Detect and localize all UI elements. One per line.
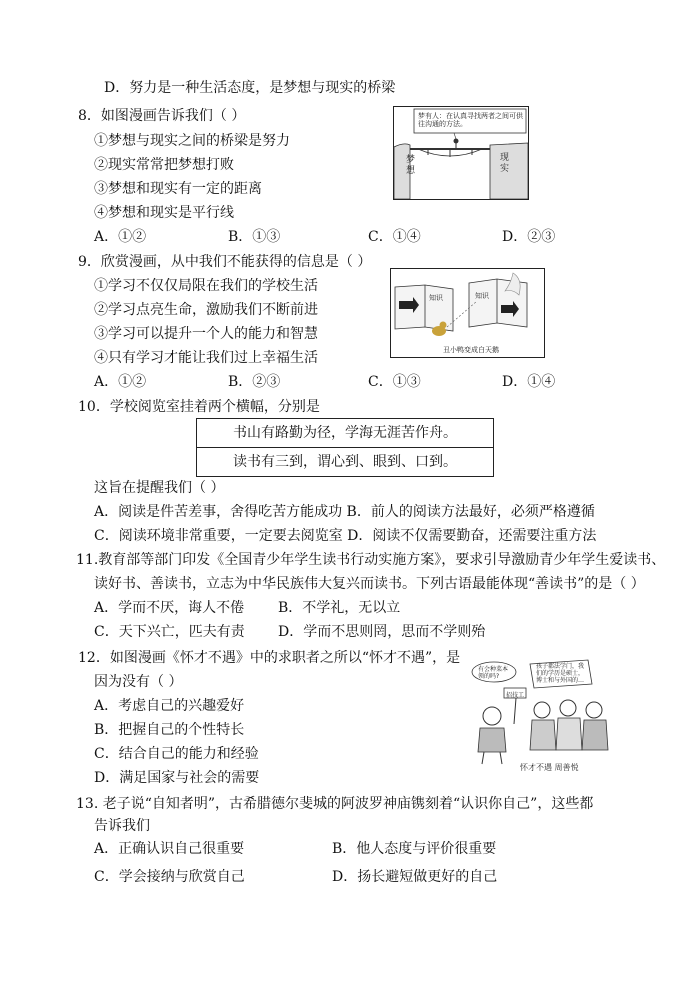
q11-option-c: C．天下兴亡，匹夫有责 xyxy=(94,624,245,640)
q8-option-b: B．①③ xyxy=(228,229,281,245)
q13-option-d: D．扬长避短做更好的自己 xyxy=(332,869,498,885)
q11-stem-line-2: 读好书、善读书，立志为中华民族伟大复兴而读书。下列古语最能体现“善读书”的是（ ） xyxy=(94,576,645,592)
q9-item-1: ①学习不仅仅局限在我们的学校生活 xyxy=(94,278,318,294)
q10-options-line-2: C．阅读环境非常重要，一定要去阅览室 D．阅读不仅需要勤奋，还需要注重方法 xyxy=(94,528,597,544)
q10-banner-1: 书山有路勤为径，学海无涯苦作舟。 xyxy=(233,425,457,441)
q12-stem-line-1: 12．如图漫画《怀才不遇》中的求职者之所以“怀才不遇”，是 xyxy=(78,650,461,666)
q10-banner-2: 读书有三到，谓心到、眼到、口到。 xyxy=(197,447,493,476)
q9-item-2: ②学习点亮生命，激励我们不断前进 xyxy=(94,302,318,318)
q12-option-a: A．考虑自己的兴趣爱好 xyxy=(94,698,245,714)
q12-bubble-left: 有会种菜本领的吗? xyxy=(478,666,509,680)
q9-option-c: C．①③ xyxy=(368,374,421,390)
books-illustration xyxy=(391,269,544,357)
q13-stem-line-2: 告诉我们 xyxy=(94,818,150,834)
q8-option-d: D．②③ xyxy=(502,229,556,245)
q8-item-2: ②现实常常把梦想打败 xyxy=(94,157,234,173)
q9-figure-caption: 丑小鸭变成白天鹅 xyxy=(443,346,499,354)
q12-stem-line-2: 因为没有（ ） xyxy=(94,674,183,690)
q7-option-d: D．努力是一种生活态度，是梦想与现实的桥梁 xyxy=(104,80,396,96)
q12-option-b: B．把握自己的个性特长 xyxy=(94,722,245,738)
q9-book2-label: 知识 xyxy=(475,292,489,300)
q9-option-d: D．①④ xyxy=(502,374,556,390)
q10-banners xyxy=(196,418,494,477)
q8-item-4: ④梦想和现实是平行线 xyxy=(94,205,234,221)
q8-option-c: C．①④ xyxy=(368,229,421,245)
q10-stem: 10．学校阅览室挂着两个横幅，分别是 xyxy=(78,399,320,415)
q12-job-cartoon xyxy=(470,658,626,776)
q13-option-b: B．他人态度与评价很重要 xyxy=(332,841,497,857)
q8-item-1: ①梦想与现实之间的桥梁是努力 xyxy=(94,133,290,149)
q8-option-a: A．①② xyxy=(94,229,147,245)
q8-figure-caption: 梦有人：在认真寻找两者之间可供往沟通的方法。 xyxy=(418,112,523,128)
q9-option-b: B．②③ xyxy=(228,374,281,390)
q11-option-a: A．学而不厌，诲人不倦 xyxy=(94,600,245,616)
q8-item-3: ③梦想和现实有一定的距离 xyxy=(94,181,262,197)
q8-figure-left-label: 梦想 xyxy=(406,155,416,176)
q10-prompt: 这旨在提醒我们（ ） xyxy=(94,480,225,496)
q8-stem: 8．如图漫画告诉我们（ ） xyxy=(78,108,246,124)
q12-sign: 招技工 xyxy=(506,692,525,699)
q11-option-b: B．不学礼，无以立 xyxy=(278,600,401,616)
q10-options-line-1: A．阅读是件苦差事，舍得吃苦方能成功 B．前人的阅读方法最好，必须严格遵循 xyxy=(94,504,595,520)
q13-option-a: A．正确认识自己很重要 xyxy=(94,841,245,857)
q9-book1-label: 知识 xyxy=(429,294,443,302)
q11-stem-line-1: 11.教育部等部门印发《全国青少年学生读书行动实施方案》，要求引导激励青少年学生爱读书、 xyxy=(76,552,666,568)
q13-option-c: C．学会接纳与欣赏自己 xyxy=(94,869,245,885)
q8-figure-right-label: 现实 xyxy=(500,153,510,174)
q9-item-3: ③学习可以提升一个人的能力和智慧 xyxy=(94,326,318,342)
q8-bridge-cartoon xyxy=(393,106,529,200)
q9-stem: 9．欣赏漫画，从中我们不能获得的信息是（ ） xyxy=(78,254,372,270)
q12-bubble-right: 孩子都法学门，我们的学历是硕士，博士和与外国的… xyxy=(536,663,585,684)
q12-option-c: C．结合自己的能力和经验 xyxy=(94,746,259,762)
q12-figure-caption: 怀才不遇 周善悦 xyxy=(520,763,579,772)
q9-item-4: ④只有学习才能让我们过上幸福生活 xyxy=(94,350,318,366)
q9-option-a: A．①② xyxy=(94,374,147,390)
q11-option-d: D．学而不思则罔，思而不学则殆 xyxy=(278,624,486,640)
q9-duckling-cartoon xyxy=(390,268,545,358)
q12-option-d: D．满足国家与社会的需要 xyxy=(94,770,260,786)
q13-stem-line-1: 13. 老子说“自知者明”，古希腊德尔斐城的阿波罗神庙镌刻着“认识你自己”，这些都 xyxy=(76,796,594,812)
